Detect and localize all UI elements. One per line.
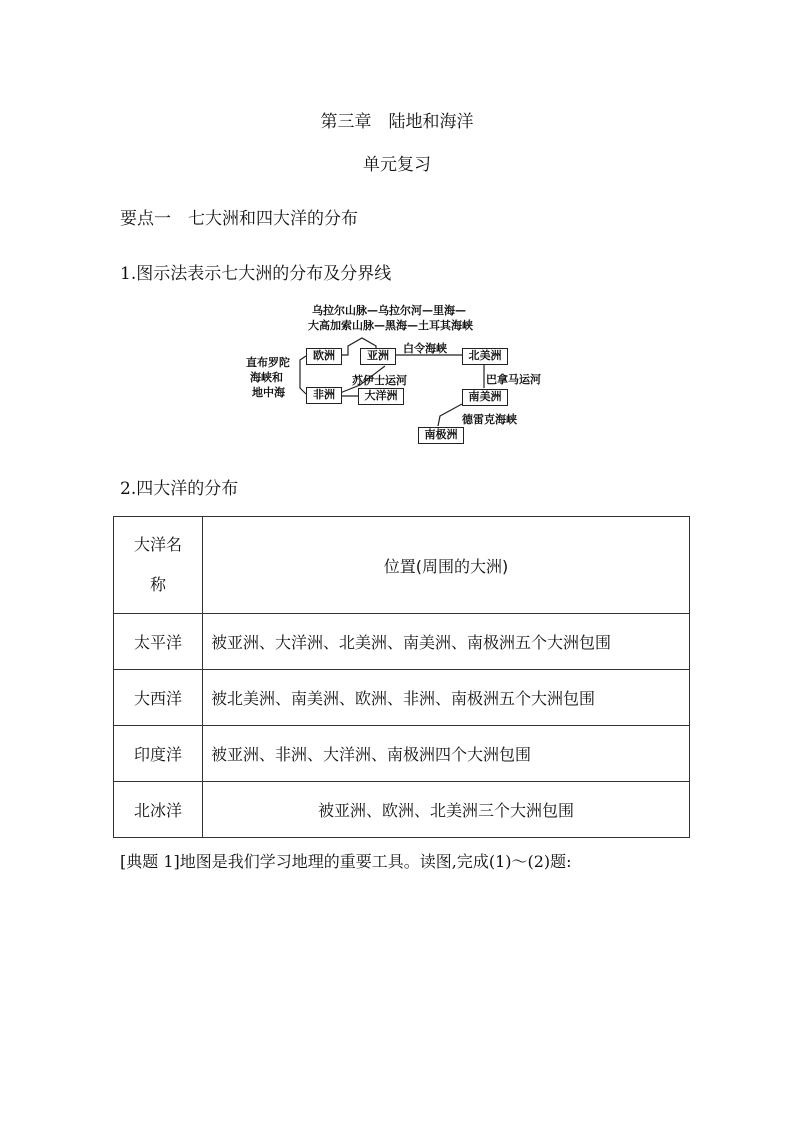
ocean-position-cell: 被北美洲、南美洲、欧洲、非洲、南极洲五个大洲包围 [203,670,690,726]
continent-south-america-box: 南美洲 [462,389,508,406]
continent-asia-box: 亚洲 [360,348,396,365]
boundary-bering-label: 白令海峡 [403,342,447,355]
boundary-gibraltar-line1: 直布罗陀 [246,356,290,369]
table-header-row [114,517,690,614]
boundary-caucasus-line2: 大高加索山脉—黑海—土耳其海峡 [308,319,473,332]
table-row [114,782,690,838]
chapter-title: 第三章 陆地和海洋 [320,112,474,132]
continent-oceania-box: 大洋洲 [358,388,404,405]
continent-africa-box: 非洲 [306,387,342,404]
boundary-panama-label: 巴拿马运河 [486,373,541,386]
continent-antarctica-box: 南极洲 [418,427,464,444]
boundary-mediterranean-line3: 地中海 [252,386,285,399]
ocean-name-cell: 北冰洋 [114,782,203,838]
item-2-heading: 2.四大洋的分布 [120,479,239,499]
ocean-name-cell: 大西洋 [114,670,203,726]
table-row [114,670,690,726]
ocean-name-cell: 印度洋 [114,726,203,782]
header-position: 位置(周围的大洲) [203,517,690,614]
page-subtitle: 单元复习 [363,155,431,175]
boundary-suez-label: 苏伊士运河 [352,374,407,387]
boundary-drake-label: 德雷克海峡 [462,413,517,426]
example-question-prompt: [典题 1]地图是我们学习地理的重要工具。读图,完成(1)～(2)题: [120,852,572,871]
table-row [114,726,690,782]
continent-europe-box: 欧洲 [306,348,342,365]
continent-north-america-box: 北美洲 [462,348,508,365]
ocean-position-cell: 被亚洲、大洋洲、北美洲、南美洲、南极洲五个大洲包围 [203,614,690,670]
header-ocean-name [114,517,203,614]
boundary-ural-line1: 乌拉尔山脉—乌拉尔河—里海— [312,304,466,317]
ocean-position-cell: 被亚洲、欧洲、北美洲三个大洲包围 [203,782,690,838]
header-ocean-name-line1: 大洋名 [133,535,182,554]
oceans-table [113,516,690,838]
table-row [114,614,690,670]
section-heading: 要点一 七大洲和四大洋的分布 [120,209,358,229]
header-ocean-name-line2: 称 [149,575,166,594]
ocean-position-cell: 被亚洲、非洲、大洋洲、南极洲四个大洲包围 [203,726,690,782]
ocean-name-cell: 太平洋 [114,614,203,670]
boundary-gibraltar-line2: 海峡和 [250,371,283,384]
item-1-heading: 1.图示法表示七大洲的分布及分界线 [120,264,392,284]
continents-boundary-diagram [240,298,560,448]
